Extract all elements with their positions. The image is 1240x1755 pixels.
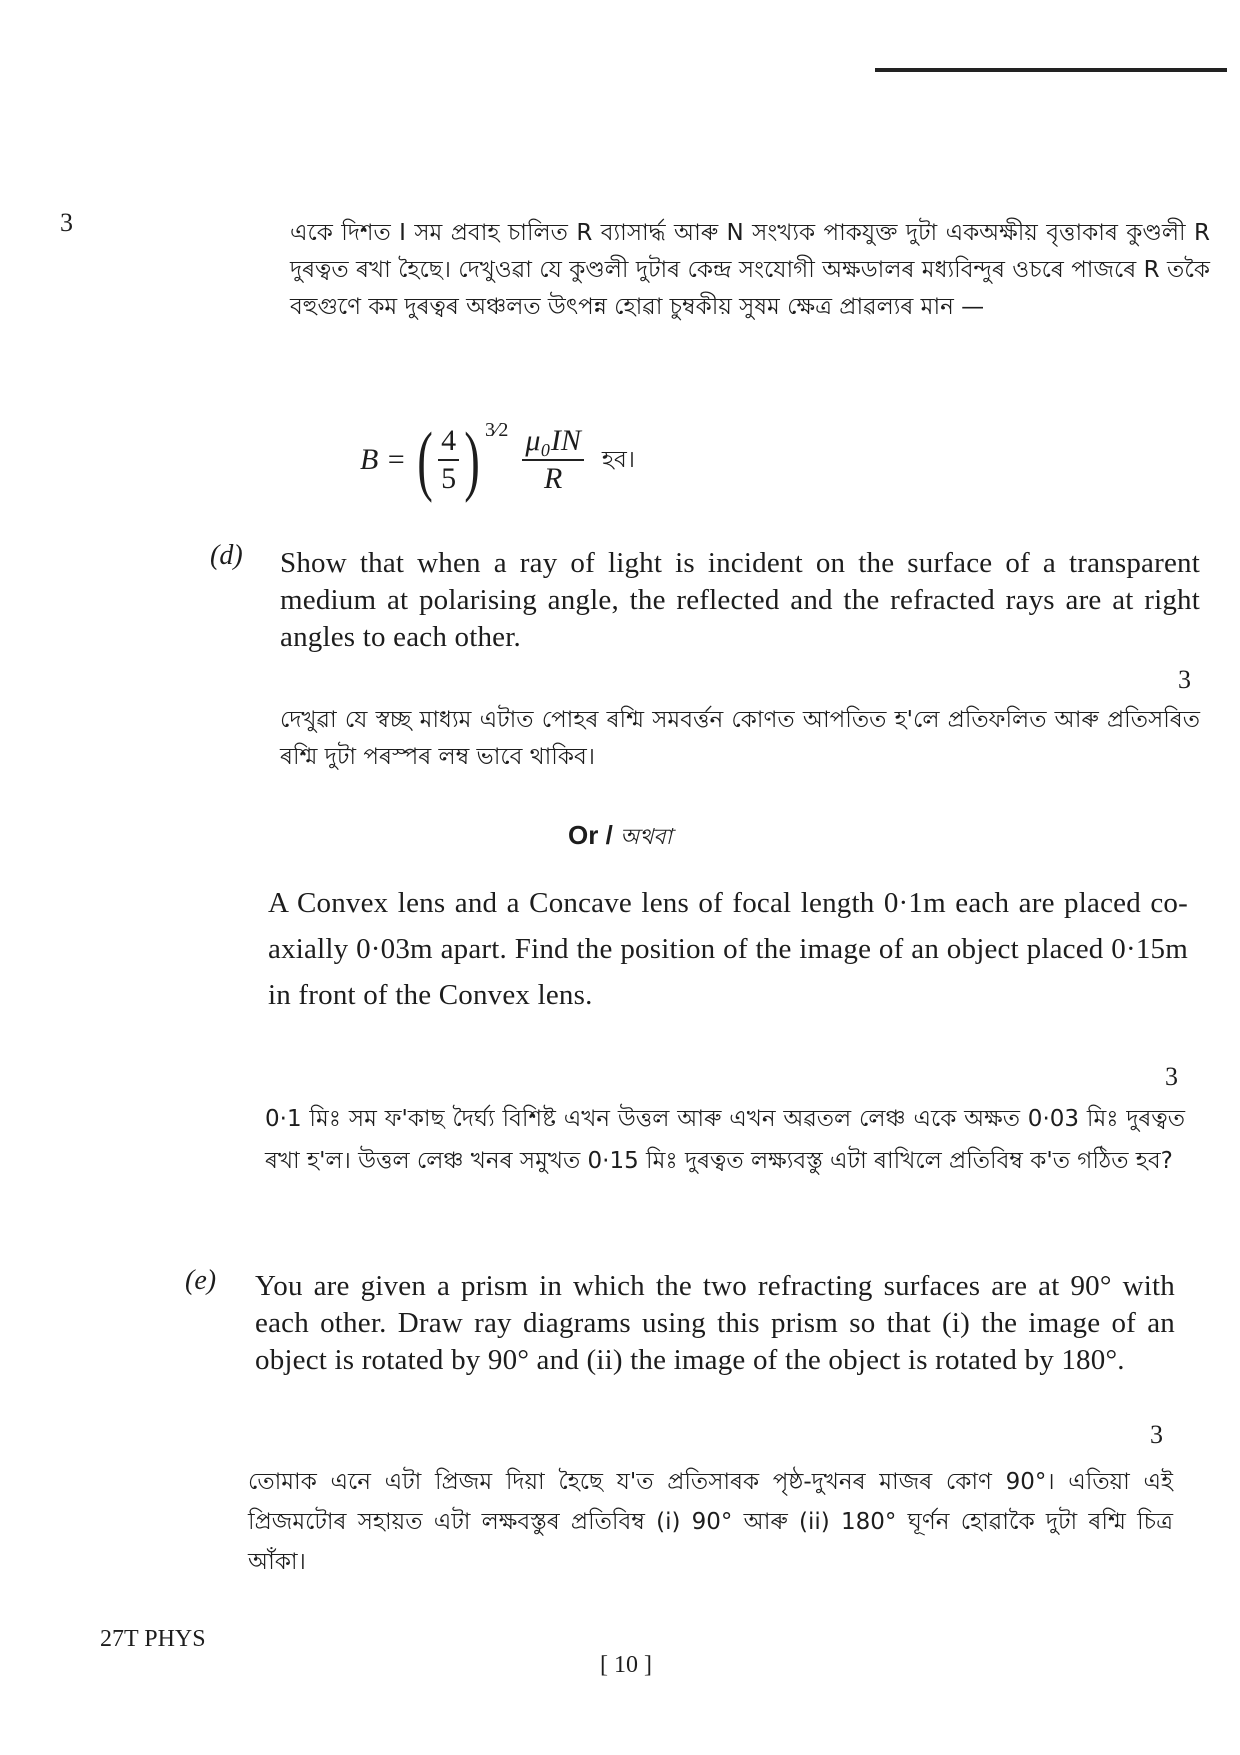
formula-main-numerator: μ₀IN — [522, 423, 584, 461]
or-divider-separator: / — [605, 820, 613, 850]
question-d-bengali-text: দেখুৱা যে স্বচ্ছ মাধ্যম এটাত পোহৰ ৰশ্মি সমবৰ্ত্তন কোণত আপতিত হ'লে প্ৰতিফলিত আৰু প্ৰতিসৰিত ৰশ্মি দুটা পৰস্পৰ লম্ব ভাবে থাকিব। — [280, 707, 1200, 770]
or-divider — [0, 820, 1240, 857]
footer-page-number: [ 10 ] — [600, 1652, 652, 1678]
question-e-bengali-text: তোমাক এনে এটা প্ৰিজম দিয়া হৈছে য'ত প্ৰতিসাৰক পৃষ্ঠ-দুখনৰ মাজৰ কোণ 90°। এতিয়া এই প্ৰিজমটোৰ সহায়ত এটা লক্ষবস্তুৰ প্ৰতিবিম্ব (i) 90° আৰু (ii) 180° ঘূৰ্ণন হোৱাকৈ দুটা ৰশ্মি চিত্ৰ আঁকা। — [248, 1469, 1173, 1575]
top-rule — [875, 68, 1227, 72]
question-c-bengali-text: একে দিশত I সম প্ৰবাহ চালিত R ব্যাসাৰ্দ্ধ আৰু N সংখ্যক পাকযুক্ত দুটা একঅক্ষীয় বৃত্তাকাৰ কুণ্ডলী R দুৰত্বত ৰখা হৈছে। দেখুওৱা যে কুণ্ডলী দুটাৰ কেন্দ্ৰ সংযোগী অক্ষডালৰ মধ্যবিন্দুৰ ওচৰে পাজৰে R তকৈ বহুগুণে কম দুৰত্বৰ অঞ্চলত উৎপন্ন হোৱা চুম্বকীয় সুষম ক্ষেত্ৰ প্ৰাৱল্যৰ মান — — [290, 220, 1210, 320]
formula-main-denominator: R — [543, 462, 563, 495]
question-d-label: (d) — [210, 540, 243, 571]
formula-exponent: 3⁄2 — [485, 418, 509, 441]
formula-suffix: হব। — [601, 446, 635, 473]
question-d-marks: 3 — [1178, 665, 1191, 694]
formula-lhs: B = — [360, 443, 407, 476]
formula-ratio-numerator: 4 — [438, 423, 459, 461]
or-divider-bengali: অথবা — [620, 825, 672, 850]
formula-fraction-ratio — [438, 423, 459, 497]
margin-marks: 3 — [60, 208, 73, 237]
question-d-alt-bengali-text: 0·1 মিঃ সম ফ'কাছ দৈৰ্ঘ্য বিশিষ্ট এখন উত্তল আৰু এখন অৱতল লেঞ্চ একে অক্ষত 0·03 মিঃ দুৰত্বত ৰখা হ'ল। উত্তল লেঞ্চ খনৰ সমুখত 0·15 মিঃ দুৰত্বত লক্ষ্যবস্তু এটা ৰাখিলে প্ৰতিবিম্ব ক'ত গঠিত হব? — [265, 1106, 1185, 1174]
formula-ratio-denominator: 5 — [441, 462, 457, 495]
footer-paper-code: 27T PHYS — [100, 1626, 206, 1652]
question-d-english-text: Show that when a ray of light is incident on the surface of a transparent medium at polarising angle, the reflected and the refracted rays are at right angles to each other. — [280, 547, 1200, 653]
question-d-alt-marks: 3 — [1165, 1062, 1178, 1091]
question-e-label: (e) — [185, 1265, 217, 1296]
formula-fraction-main — [522, 423, 584, 497]
field-formula: B = ( $\frac{4}{5}$ ) 3⁄2 $\frac{\text{μ₀IN}}{R}$ হব। — [360, 416, 635, 503]
or-divider-english: Or — [568, 820, 599, 850]
question-d-alt-english-text: A Convex lens and a Concave lens of focal length 0·1m each are placed co-axially 0·03m apart. Find the position of the image of an object placed 0·15m in front of the Convex lens. — [268, 887, 1188, 1011]
question-e-english-text: You are given a prism in which the two refracting surfaces are at 90° with each other. Draw ray diagrams using this prism so that (i) the image of an object is rotated by 90° and (ii) the image of the object is rotated by 180°. — [255, 1270, 1175, 1376]
question-e-marks: 3 — [1150, 1420, 1163, 1449]
